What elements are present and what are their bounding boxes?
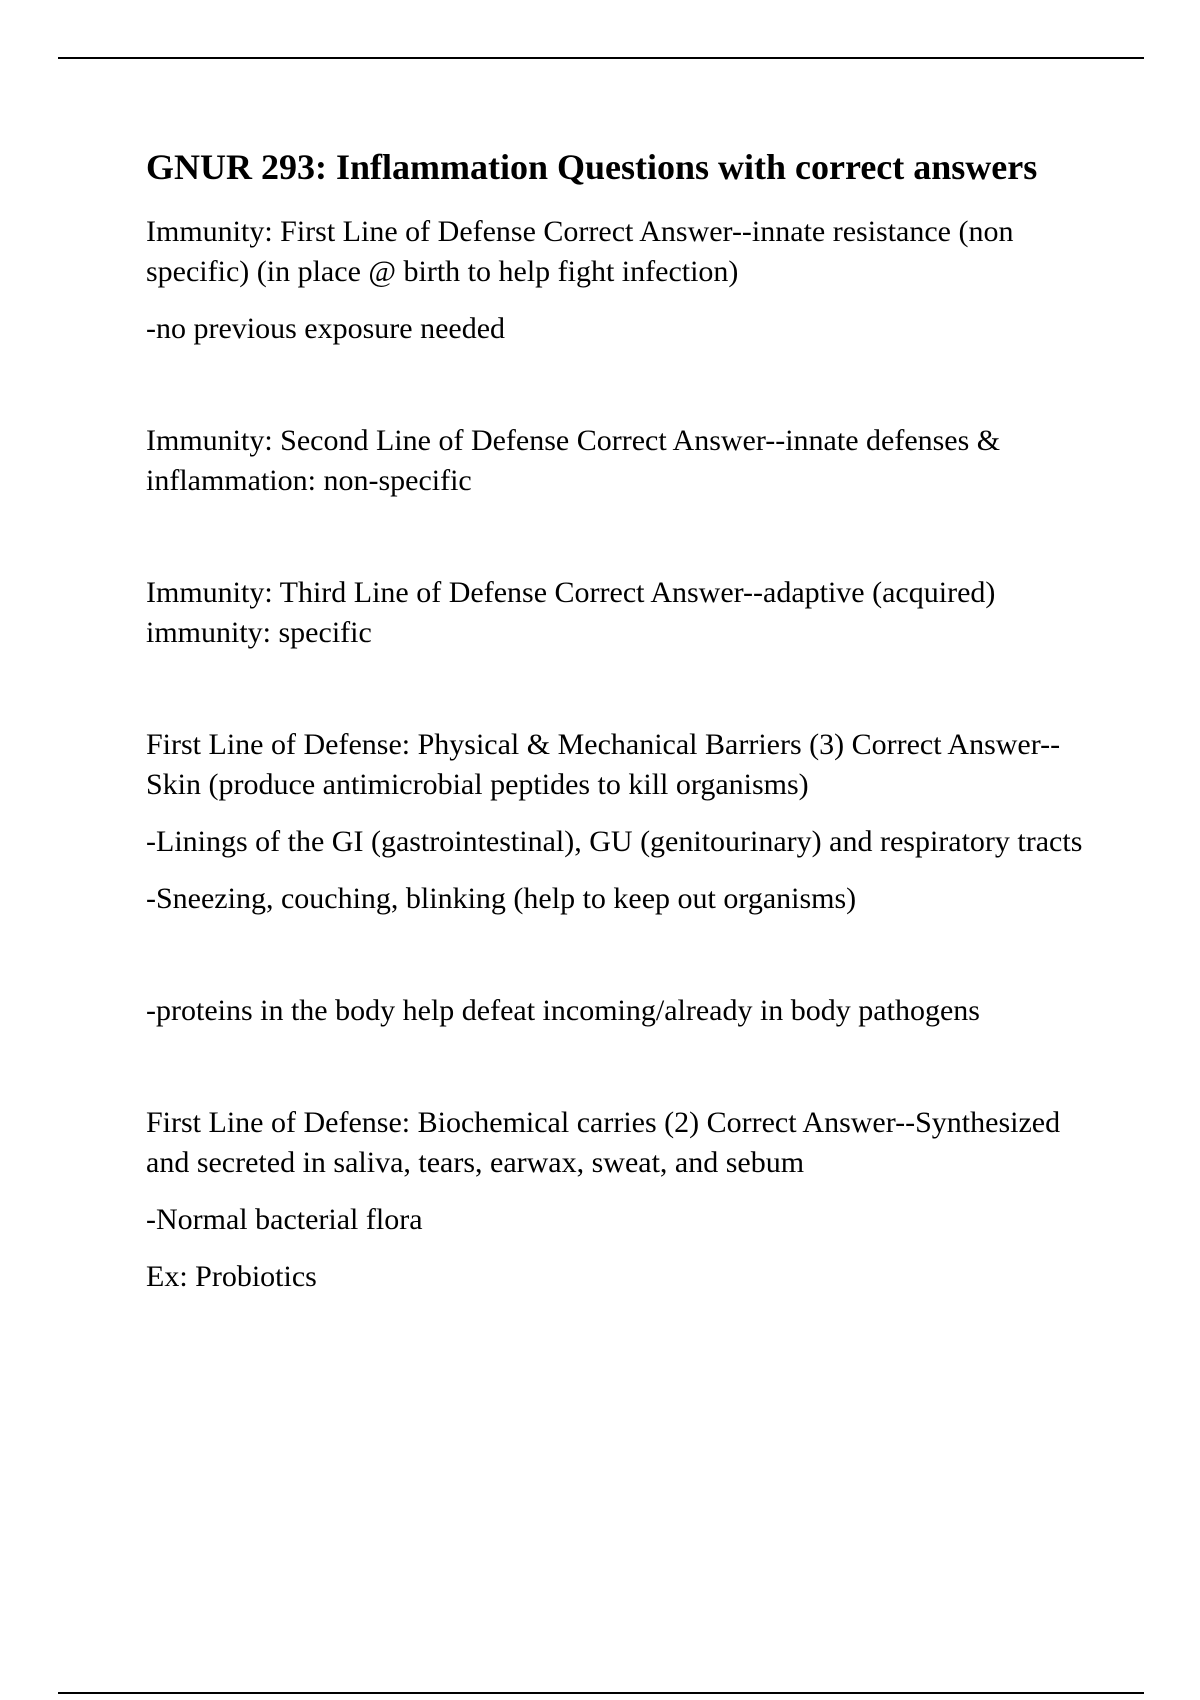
qa-text: -Sneezing, couching, blinking (help to keep out organisms) [146, 882, 857, 915]
qa-entry-third-line [146, 573, 1096, 653]
qa-entry-biochemical-carries [146, 1103, 1096, 1297]
document-title: GNUR 293: Inflammation Questions with correct answers [146, 147, 1038, 187]
entry-spacer [146, 1031, 1096, 1103]
entry-spacer [146, 501, 1096, 573]
qa-text: First Line of Defense: Physical & Mechanical Barriers (3) Correct Answer--Skin (produce antimicrobial peptides to kill organisms) [146, 728, 1061, 801]
qa-entry-physical-barriers [146, 725, 1096, 919]
qa-text: Immunity: First Line of Defense Correct Answer--innate resistance (non specific) (in place @ birth to help fight infection) [146, 215, 1014, 288]
qa-entry-second-line [146, 421, 1096, 501]
qa-entry-first-line [146, 212, 1096, 349]
entry-spacer [146, 919, 1096, 991]
qa-text: -Normal bacterial flora [146, 1203, 423, 1236]
qa-text: -proteins in the body help defeat incoming/already in body pathogens [146, 994, 980, 1027]
qa-text: -Linings of the GI (gastrointestinal), GU (genitourinary) and respiratory tracts [146, 825, 1083, 858]
qa-text: Ex: Probiotics [146, 1260, 317, 1293]
document-body [146, 142, 1096, 1297]
header-rule [58, 57, 1144, 59]
qa-entry-proteins [146, 991, 1096, 1031]
qa-text: -no previous exposure needed [146, 312, 506, 345]
footer-rule [58, 1692, 1144, 1694]
entry-spacer [146, 349, 1096, 421]
entry-spacer [146, 653, 1096, 725]
qa-text: First Line of Defense: Biochemical carries (2) Correct Answer--Synthesized and secreted in saliva, tears, earwax, sweat, and sebum [146, 1106, 1061, 1179]
qa-text: Immunity: Third Line of Defense Correct Answer--adaptive (acquired) immunity: specific [146, 576, 996, 649]
qa-text: Immunity: Second Line of Defense Correct Answer--innate defenses & inflammation: non-specific [146, 424, 1001, 497]
